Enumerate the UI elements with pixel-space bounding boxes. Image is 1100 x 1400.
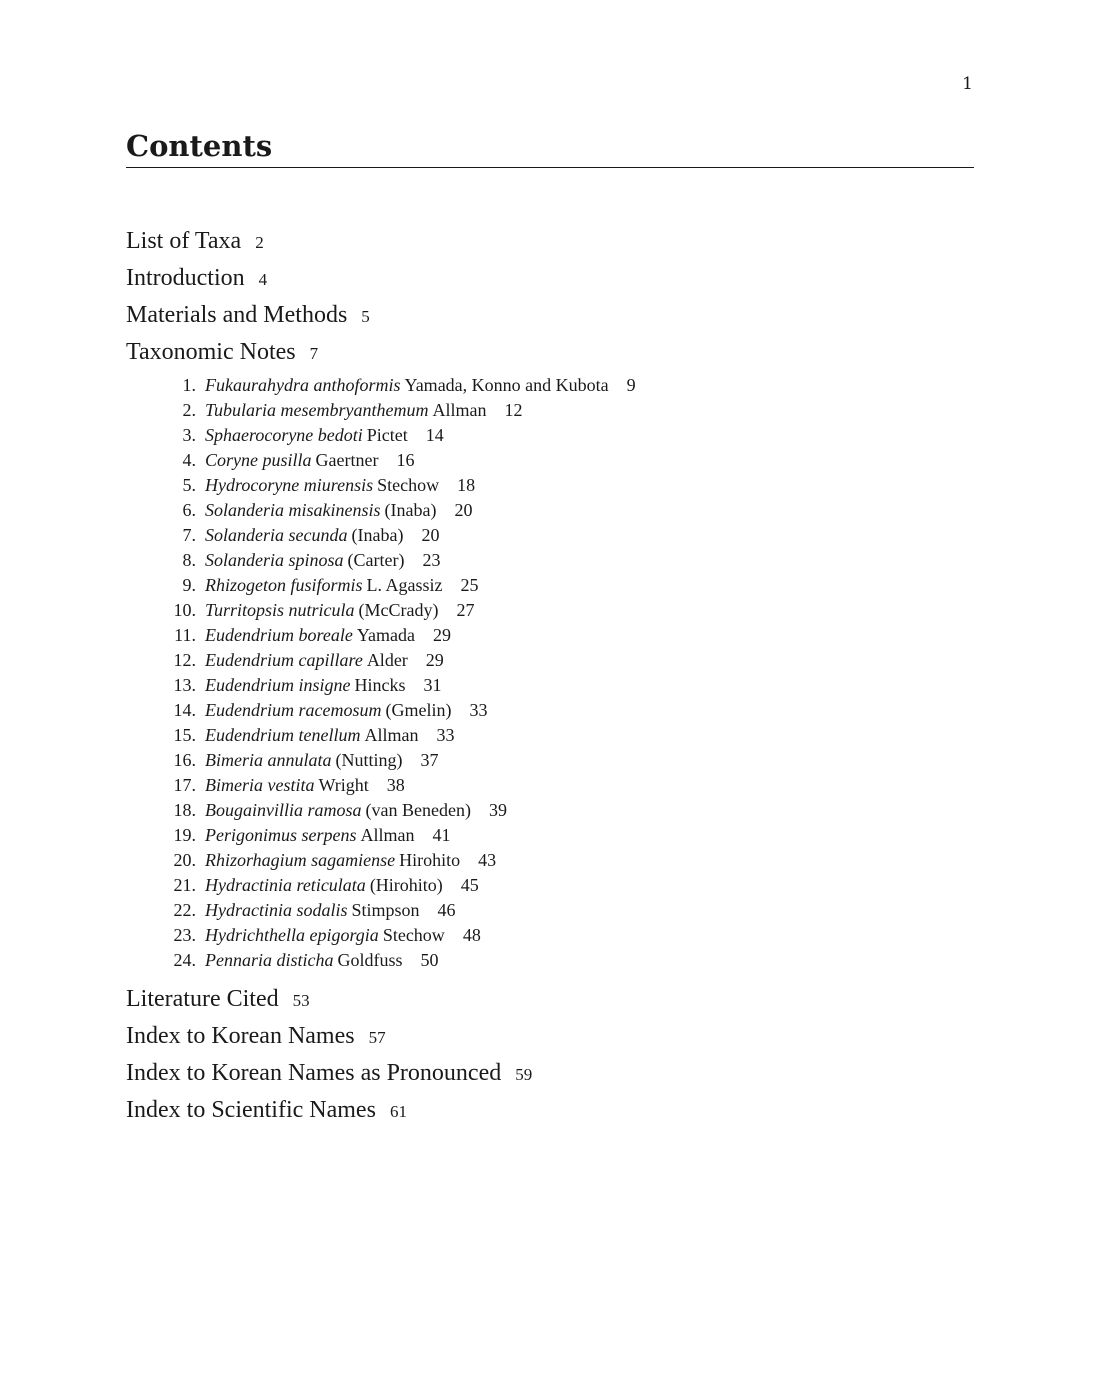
- species-page: 33: [469, 700, 488, 720]
- species-author: Hirohito: [399, 850, 461, 870]
- species-author: Stechow: [382, 925, 445, 945]
- species-number: 7.: [182, 525, 196, 545]
- species-number: 16.: [173, 750, 196, 770]
- toc-species-entry[interactable]: [160, 523, 636, 548]
- toc-entry-page: 61: [389, 1102, 407, 1121]
- contents-heading: [126, 128, 974, 168]
- toc-entry-index-korean-names[interactable]: [126, 1018, 532, 1055]
- species-author: Goldfuss: [337, 950, 403, 970]
- toc-entry-index-scientific-names[interactable]: [126, 1092, 532, 1129]
- species-page: 9: [626, 375, 636, 395]
- species-page: 20: [454, 500, 473, 520]
- toc-entry-label: Index to Scientific Names: [126, 1097, 376, 1123]
- toc-entry-label: Taxonomic Notes: [126, 339, 296, 365]
- species-author: Allman: [360, 825, 415, 845]
- species-list: [160, 373, 636, 973]
- species-taxon-name: Eudendrium tenellum: [205, 725, 361, 745]
- toc-species-entry[interactable]: [160, 698, 636, 723]
- toc-entry-page: 53: [292, 991, 310, 1010]
- species-taxon-name: Solanderia misakinensis: [205, 500, 381, 520]
- toc-entry-label: Materials and Methods: [126, 302, 348, 328]
- species-taxon-name: Hydractinia sodalis: [205, 900, 348, 920]
- toc-entry-label: Literature Cited: [126, 986, 279, 1012]
- toc-species-entry[interactable]: [160, 823, 636, 848]
- species-author: (McCrady): [358, 600, 439, 620]
- species-taxon-name: Eudendrium insigne: [205, 675, 351, 695]
- species-taxon-name: Coryne pusilla: [205, 450, 312, 470]
- toc-entry-label: List of Taxa: [126, 228, 242, 254]
- species-author: Hincks: [354, 675, 406, 695]
- species-number: 21.: [173, 875, 196, 895]
- species-taxon-name: Sphaerocoryne bedoti: [205, 425, 363, 445]
- species-page: 45: [460, 875, 479, 895]
- species-taxon-name: Fukaurahydra anthoformis: [205, 375, 401, 395]
- species-taxon-name: Eudendrium capillare: [205, 650, 363, 670]
- toc-species-entry[interactable]: [160, 423, 636, 448]
- species-page: 50: [420, 950, 439, 970]
- species-number: 2.: [182, 400, 196, 420]
- toc-entry-taxonomic-notes[interactable]: [126, 334, 370, 371]
- species-page: 29: [425, 650, 444, 670]
- toc-species-entry[interactable]: [160, 723, 636, 748]
- species-taxon-name: Hydrocoryne miurensis: [205, 475, 374, 495]
- toc-species-entry[interactable]: [160, 848, 636, 873]
- toc-species-entry[interactable]: [160, 648, 636, 673]
- species-taxon-name: Turritopsis nutricula: [205, 600, 355, 620]
- species-author: Stimpson: [351, 900, 420, 920]
- toc-species-entry[interactable]: [160, 473, 636, 498]
- species-taxon-name: Bougainvillia ramosa: [205, 800, 362, 820]
- species-number: 11.: [174, 625, 196, 645]
- species-author: Allman: [364, 725, 419, 745]
- species-number: 1.: [182, 375, 196, 395]
- species-author: Yamada, Konno and Kubota: [404, 375, 609, 395]
- toc-species-entry[interactable]: [160, 573, 636, 598]
- species-author: Stechow: [377, 475, 440, 495]
- species-number: 12.: [173, 650, 196, 670]
- species-taxon-name: Solanderia secunda: [205, 525, 348, 545]
- toc-species-entry[interactable]: [160, 798, 636, 823]
- toc-entry-page: 59: [515, 1065, 533, 1084]
- toc-species-entry[interactable]: [160, 898, 636, 923]
- toc-species-entry[interactable]: [160, 673, 636, 698]
- species-page: 46: [437, 900, 456, 920]
- species-page: 27: [456, 600, 475, 620]
- species-number: 13.: [173, 675, 196, 695]
- toc-entry-literature-cited[interactable]: [126, 981, 532, 1018]
- species-page: 43: [478, 850, 497, 870]
- species-number: 5.: [182, 475, 196, 495]
- toc-entry-page: 4: [258, 270, 268, 289]
- species-number: 18.: [173, 800, 196, 820]
- toc-entry-label: Index to Korean Names: [126, 1023, 355, 1049]
- page-title: Contents: [126, 129, 273, 163]
- toc-top-section: [126, 223, 370, 371]
- toc-species-entry[interactable]: [160, 373, 636, 398]
- species-number: 23.: [173, 925, 196, 945]
- species-number: 8.: [182, 550, 196, 570]
- species-number: 4.: [182, 450, 196, 470]
- species-page: 38: [386, 775, 405, 795]
- toc-entry-label: Introduction: [126, 265, 245, 291]
- species-number: 24.: [173, 950, 196, 970]
- species-number: 6.: [182, 500, 196, 520]
- species-page: 39: [488, 800, 507, 820]
- toc-entry-materials-and-methods[interactable]: [126, 297, 370, 334]
- species-number: 20.: [173, 850, 196, 870]
- species-page: 18: [457, 475, 476, 495]
- species-page: 33: [436, 725, 455, 745]
- toc-entry-label: Index to Korean Names as Pronounced: [126, 1060, 502, 1086]
- toc-entry-page: 5: [361, 307, 370, 326]
- toc-species-entry[interactable]: [160, 548, 636, 573]
- species-author: (Inaba): [351, 525, 404, 545]
- toc-species-entry[interactable]: [160, 498, 636, 523]
- species-author: (Gmelin): [385, 700, 452, 720]
- species-taxon-name: Rhizogeton fusiformis: [205, 575, 363, 595]
- toc-species-entry[interactable]: [160, 923, 636, 948]
- species-taxon-name: Eudendrium boreale: [205, 625, 353, 645]
- species-page: 16: [396, 450, 415, 470]
- species-taxon-name: Hydrichthella epigorgia: [205, 925, 379, 945]
- toc-species-entry[interactable]: [160, 598, 636, 623]
- toc-entry-page: 57: [368, 1028, 386, 1047]
- toc-species-entry[interactable]: [160, 773, 636, 798]
- species-author: (Carter): [347, 550, 405, 570]
- toc-entry-page: 7: [309, 344, 319, 363]
- species-author: Pictet: [366, 425, 408, 445]
- species-author: Yamada: [356, 625, 415, 645]
- species-author: (Hirohito): [369, 875, 443, 895]
- species-taxon-name: Perigonimus serpens: [205, 825, 357, 845]
- species-taxon-name: Pennaria disticha: [205, 950, 334, 970]
- species-author: (van Beneden): [365, 800, 471, 820]
- species-page: 23: [422, 550, 441, 570]
- species-author: L. Agassiz: [366, 575, 443, 595]
- species-number: 14.: [173, 700, 196, 720]
- species-author: Gaertner: [315, 450, 379, 470]
- species-author: Wright: [318, 775, 369, 795]
- species-page: 14: [425, 425, 444, 445]
- toc-species-entry[interactable]: [160, 623, 636, 648]
- toc-species-entry[interactable]: [160, 748, 636, 773]
- species-page: 48: [462, 925, 481, 945]
- toc-entry-introduction[interactable]: [126, 260, 370, 297]
- species-page: 29: [432, 625, 451, 645]
- species-author: (Nutting): [335, 750, 403, 770]
- toc-species-entry[interactable]: [160, 873, 636, 898]
- species-number: 3.: [182, 425, 196, 445]
- species-number: 17.: [173, 775, 196, 795]
- species-number: 19.: [173, 825, 196, 845]
- species-taxon-name: Solanderia spinosa: [205, 550, 344, 570]
- species-author: Alder: [366, 650, 408, 670]
- toc-entry-index-korean-names-pronounced[interactable]: [126, 1055, 532, 1092]
- species-page: 31: [423, 675, 442, 695]
- species-taxon-name: Bimeria vestita: [205, 775, 315, 795]
- species-taxon-name: Rhizorhagium sagamiense: [205, 850, 396, 870]
- toc-species-entry[interactable]: [160, 948, 636, 973]
- species-page: 41: [432, 825, 451, 845]
- species-number: 10.: [173, 600, 196, 620]
- species-taxon-name: Hydractinia reticulata: [205, 875, 366, 895]
- species-page: 37: [420, 750, 439, 770]
- species-taxon-name: Eudendrium racemosum: [205, 700, 382, 720]
- toc-species-entry[interactable]: [160, 398, 636, 423]
- species-page: 25: [460, 575, 479, 595]
- species-page: 20: [421, 525, 440, 545]
- page-number: 1: [962, 74, 973, 94]
- species-page: 12: [504, 400, 523, 420]
- toc-bottom-section: [126, 981, 532, 1129]
- species-taxon-name: Tubularia mesembryanthemum: [205, 400, 429, 420]
- toc-entry-page: 2: [255, 233, 264, 252]
- toc-species-entry[interactable]: [160, 448, 636, 473]
- species-author: (Inaba): [384, 500, 437, 520]
- species-taxon-name: Bimeria annulata: [205, 750, 332, 770]
- species-author: Allman: [432, 400, 487, 420]
- species-number: 15.: [173, 725, 196, 745]
- species-number: 22.: [173, 900, 196, 920]
- species-number: 9.: [182, 575, 196, 595]
- toc-entry-list-of-taxa[interactable]: [126, 223, 370, 260]
